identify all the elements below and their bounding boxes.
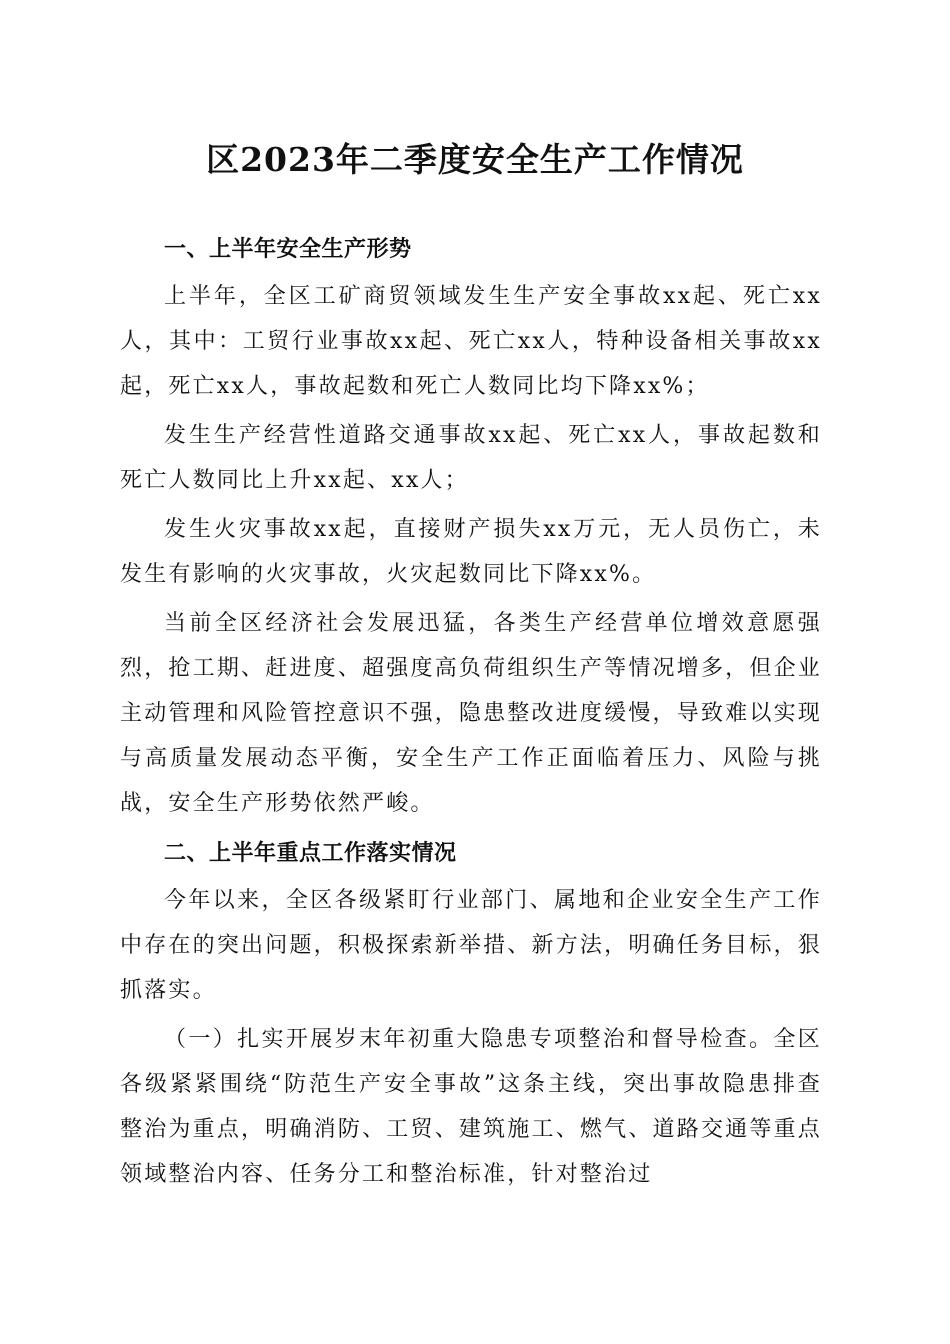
paragraph: 今年以来，全区各级紧盯行业部门、属地和企业安全生产工作中存在的突出问题，积极探索新举措、新方法，明确任务目标，狠抓落实。 [120, 888, 822, 1003]
paragraph: （一）扎实开展岁末年初重大隐患专项整治和督导检查。全区各级紧紧围绕“防范生产安全事故”这条主线，突出事故隐患排查整治为重点，明确消防、工贸、建筑施工、燃气、道路交通等重点领域整治内容、任务分工和整治标准，针对整治过 [120, 1027, 822, 1187]
paragraph: 上半年，全区工矿商贸领域发生生产安全事故xx起、死亡xx人，其中：工贸行业事故xx起、死亡xx人，特种设备相关事故xx起，死亡xx人，事故起数和死亡人数同比均下降xx%； [120, 284, 822, 399]
section-heading-1: 一、上半年安全生产形势 [164, 237, 412, 262]
document-title: 区2023年二季度安全生产工作情况 [206, 140, 744, 179]
paragraph: 发生火灾事故xx起，直接财产损失xx万元，无人员伤亡，未发生有影响的火灾事故，火灾起数同比下降xx%。 [120, 517, 822, 587]
paragraph: 发生生产经营性道路交通事故xx起、死亡xx人，事故起数和死亡人数同比上升xx起、xx人； [120, 423, 822, 493]
document-body [120, 226, 822, 1197]
section-heading-2: 二、上半年重点工作落实情况 [164, 841, 457, 866]
paragraph: 当前全区经济社会发展迅猛，各类生产经营单位增效意愿强烈，抢工期、赶进度、超强度高负荷组织生产等情况增多，但企业主动管理和风险管控意识不强，隐患整改进度缓慢，导致难以实现与高质量发展动态平衡，安全生产工作正面临着压力、风险与挑战，安全生产形势依然严峻。 [120, 611, 822, 816]
